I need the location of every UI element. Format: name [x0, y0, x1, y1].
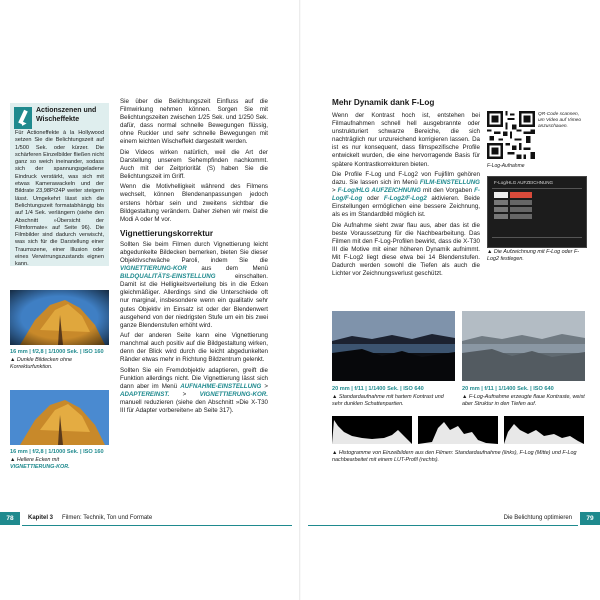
paragraph: Die Videos wirken natürlich, weil die Art der Darstellung unserem Sehempfinden nachkommt. Auch mit der Zeitpriorität (S) haben Sie die Belichtungszeit im Griff.: [120, 148, 268, 181]
qr-code[interactable]: [487, 111, 535, 159]
photo-caption: ▲ Dunkle Bildecken ohne Korrekturfunktion.: [10, 357, 72, 370]
paragraph: Auf der anderen Seite kann eine Vignettierung manchmal auch positiv auf die Bildgestaltung wirken, denn der Blick wird durch die leicht abgedunkelten Ränder etwas mehr in Richtung Bildzentrum gelenkt.: [120, 332, 268, 364]
photo-exif: 20 mm | f/11 | 1/1400 Sek. | ISO 640: [462, 386, 554, 392]
paragraph: Sie über die Belichtungszeit Einfluss auf die Filmwirkung nehmen können. Sorgen Sie mit Belichtungszeiten zwischen 1/25 Sek. und 1/250 Sek. dafür, dass normal schnelle Bewegungen flüssig, ohne Ruckler und sehr schnelle Bewegungen mit einem leichten Wischeffekt dargestellt werden.: [120, 98, 268, 146]
section-heading: Mehr Dynamik dank F-Log: [332, 98, 435, 107]
paragraph: Die Aufnahme sieht zwar flau aus, aber das ist die beste Voraussetzung für die Nachbearbeitung. Das Filmen mit den F-Log-Profilen bewirkt, dass die X-T30 III die Motive mit einer höheren Dynamik aufnimmt. Mit F-Log2 liegt diese etwa bei 14 Blendenstufen. Dadurch werden sowohl die Tiefen als auch die Lichter vor Zeichnungsverlust geschützt.: [332, 221, 480, 278]
middle-column: [120, 98, 268, 417]
info-box: [10, 103, 109, 266]
info-box-text: Für Actioneffekte à la Hollywood setzen Sie die Belichtungszeit auf 1/500 Sek. oder kürzer. Die schärferen Einzelbilder fließen nicht ganz so weich ineinander, sodass sich der spannungsgeladene Eindruck verstärkt, was sich mit etwas Kamerawackeln und der Bildrate 23,98P/24P weiter steigern lässt. Umgekehrt lässt sich die Belichtungszeit formatabhängig bis auf 1/4 Sek. verlängern (siehe den Abschnitt »Übersicht der Filmformate« auf Seite 96). Die Filmbilder sind dadurch verwischt, was sich für die Darstellung einer Traumszene, einer Illusion oder eines Verwirrungszustands eignen kann.: [15, 130, 104, 268]
menu-caption: ▲ Die Aufzeichnung mit F-Log oder F-Log2 festlegen.: [487, 249, 580, 262]
pen-icon: [14, 107, 32, 129]
photo-exif: 16 mm | f/2,8 | 1/1000 Sek. | ISO 160: [10, 449, 104, 455]
paragraph: Wenn die Motivhelligkeit während des Filmens wechselt, können Blendenanpassungen jedoch erstens hörbar sein und zweitens sichtbar die Bildgestaltung verändern. Daher ziehen wir meist die Modi A oder M vor.: [120, 183, 268, 223]
photo-exif: 16 mm | f/2,8 | 1/1000 Sek. | ISO 160: [10, 349, 104, 355]
histogram-lut: [504, 416, 584, 444]
page-number-right: 79: [580, 512, 600, 525]
histogram-caption: ▲ Histogramme von Einzelbildern aus den Filmen: Standardaufnahme (links), F-Log (Mitte) und F-Log nachbearbeitet mit einem LUT-Profil (rechts).: [332, 450, 577, 463]
photo-caption: ▲ Hellere Ecken mit VIGNETTIERUNG-KOR.: [10, 457, 70, 470]
info-box-title: Actionszenen und Wischeffekte: [36, 107, 97, 123]
photo-standard: [332, 311, 455, 381]
photo-flog: [462, 311, 585, 381]
paragraph: Wenn der Kontrast hoch ist, entstehen bei Filmaufnahmen schnell hell ausgebrannte oder unstrukturiert schwarze Bereiche, die sich nachträglich nur unzureichend korrigieren lassen. Da ist es nur konsequent, dass filmspezifische Profile entwickelt wurden, die eine hervorragende Basis für spätere Kontrastkorrekturen bieten.: [332, 112, 480, 168]
paragraph: Sollten Sie ein Fremdobjektiv adaptieren, greift die Funktion allerdings nicht. Die Vignettierung lässt sich dann aber im Menü AUFNAHME-EINSTELLUNG > ADAPTEREINST. > VIGNETTIERUNG-KOR. manuell reduzieren (siehe den Abschnitt »Die X-T30 III für Adapter vorbereiten« ab Seite 317).: [120, 366, 268, 415]
histogram-standard: [332, 416, 412, 444]
qr-label: F-Log-Aufnahme: [487, 163, 525, 169]
photo-caption: ▲ F-Log-Aufnahme erzeugte flaue Kontraste, weist aber Struktur in den Tiefen auf.: [462, 394, 585, 407]
right-text-column: [332, 98, 480, 280]
footer-right: Die Belichtung optimieren: [503, 515, 572, 521]
qr-note: QR-Code scannen, um Video auf Vimeo anzuschauen.: [538, 112, 582, 129]
footer-left: Kapitel 3 Filmen: Technik, Ton und Formate: [28, 515, 153, 521]
photo-exif: 20 mm | f/11 | 1/1400 Sek. | ISO 640: [332, 386, 424, 392]
paragraph: Die Profile F-Log und F-Log2 von Fujifilm gehören dazu. Sie lassen sich im Menü FILM-EINSTELLUNG > F-Log/HLG AUFZEICHNUNG mit den Vorgaben F-Log/F-Log oder F-Log2/F-Log2 aktivieren. Beide Einstellungen ermöglichen eine bessere Zeichnung, als es im Standardbild möglich ist.: [332, 170, 480, 219]
photo-caption: ▲ Standardaufnahme mit hartem Kontrast und sehr dunklen Schattenpartien.: [332, 394, 444, 407]
page-number-left: 78: [0, 512, 20, 525]
photo-dark-corners: [10, 290, 109, 345]
section-heading: Vignettierungskorrektur: [120, 228, 214, 238]
menu-title: F-Log/HLG AUFZEICHNUNG: [494, 180, 554, 185]
camera-menu-screenshot: [487, 176, 587, 248]
photo-bright-corners: [10, 390, 109, 445]
paragraph: Sollten Sie beim Filmen durch Vignettierung leicht abgedunkelte Bildecken bemerken, bieten Sie dieser Objektivschwäche Paroli, indem Sie die VIGNETTIERUNG-KOR aus dem Menü BILDQUALITÄTS-EINSTELLUNG einschalten. Damit ist die Helligkeitsverteilung bis in die Ecken gleichmäßiger. Allerdings sind die Unterschiede oft nur marginal, insbesondere wenn ein qualitativ sehr gutes Objektiv im Einsatz ist oder der Blendenwert ausgehend von der niedrigsten Stufe um ein bis zwei ganze Blendenstufen erhöht wird.: [120, 240, 268, 329]
histogram-flog: [418, 416, 498, 444]
